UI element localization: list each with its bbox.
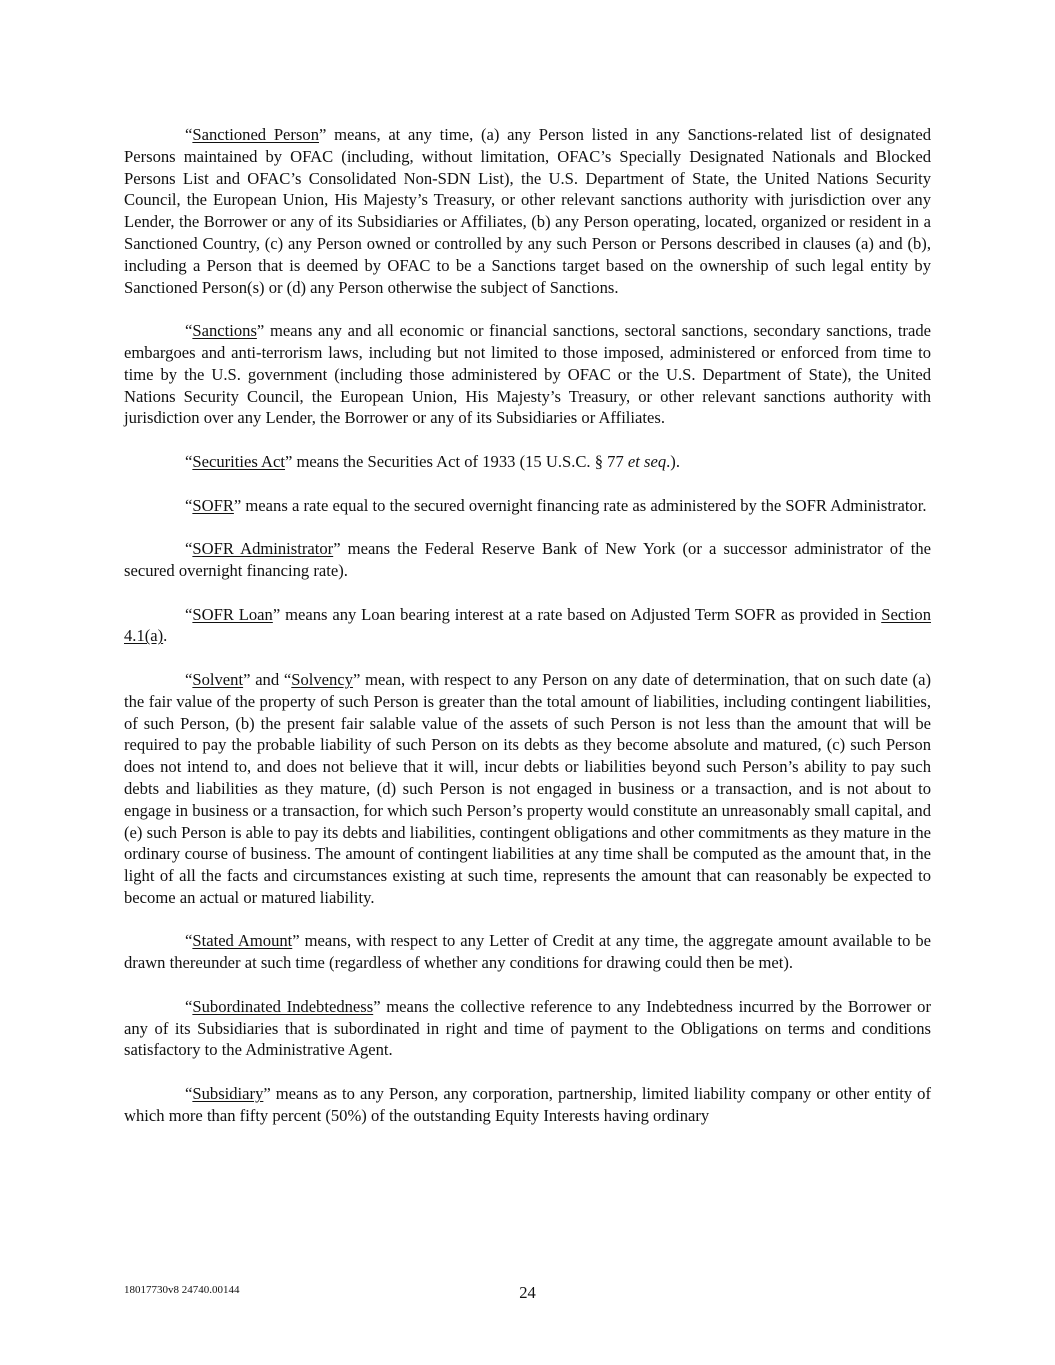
defined-term: SOFR Loan: [192, 604, 273, 624]
definition-sofr: [124, 495, 931, 517]
defined-term: SOFR: [192, 495, 234, 515]
definition-text: ” means, with respect to any Letter of Credit at any time, the aggregate amount available to be drawn thereunder at such time (regardless of whether any conditions for drawing could then be met).: [124, 931, 931, 973]
open-quote: “: [185, 604, 193, 624]
definition-securities-act: [124, 451, 931, 473]
defined-term: Sanctioned Person: [192, 125, 319, 144]
open-quote: “: [185, 495, 193, 515]
defined-term: Solvent: [192, 669, 244, 689]
open-quote: “: [185, 539, 193, 559]
defined-term: Stated Amount: [192, 931, 293, 951]
definition-sofr-loan: [124, 604, 931, 648]
defined-term: Subsidiary: [192, 1084, 264, 1104]
definition-text: ” means any and all economic or financial sanctions, sectoral sanctions, secondary sanctions, trade embargoes and anti-terrorism laws, including but not limited to those imposed, administered or enforced from time to time by the U.S. government (including those administered by OFAC or the U.S. Department of State), the United Nations Security Council, the European Union, His Majesty’s Treasury, or other relevant sanctions authority with jurisdiction over any Lender, the Borrower or any of its Subsidiaries or Affiliates.: [124, 321, 931, 428]
defined-term: Subordinated Indebtedness: [192, 996, 374, 1016]
definition-sofr-administrator: [124, 538, 931, 582]
definition-stated-amount: [124, 930, 931, 974]
definition-text: ” means a rate equal to the secured overnight financing rate as administered by the SOFR Administrator.: [233, 495, 927, 515]
defined-term: Sanctions: [192, 321, 257, 341]
open-quote: “: [185, 931, 193, 951]
open-quote: “: [185, 669, 193, 689]
definitions-section: [124, 124, 931, 1148]
open-quote: “: [185, 125, 193, 144]
open-quote: “: [185, 996, 193, 1016]
term-connector: ” and “: [243, 669, 292, 689]
definition-text: ” means the collective reference to any Indebtedness incurred by the Borrower or any of its Subsidiaries that is subordinated in right and time of payment to the Obligations on terms and conditions satisfactory to the Administrative Agent.: [124, 996, 931, 1060]
definition-text: ” means, at any time, (a) any Person listed in any Sanctions-related list of designated Persons maintained by OFAC (including, without limitation, OFAC’s Specially Designated Nationals and Blocked Persons List and OFAC’s Consolidated Non-SDN List), the U.S. Department of State, the United Nations Security Council, the European Union, His Majesty’s Treasury, or other relevant sanctions authority with jurisdiction over any Lender, the Borrower or any of its Subsidiaries or Affiliates, (b) any Person operating, located, organized or resident in a Sanctioned Country, (c) any Person owned or controlled by any such Person or Persons described in clauses (a) and (b), including a Person that is deemed by OFAC to be a Sanctions target based on the ownership of such legal entity by Sanctioned Person(s) or (d) any Person otherwise the subject of Sanctions.: [124, 125, 932, 297]
definition-sanctioned-person: [124, 124, 931, 298]
definition-solvent: [124, 669, 931, 909]
definition-subordinated-indebtedness: [124, 996, 931, 1061]
defined-term: SOFR Administrator: [192, 539, 334, 559]
definition-text: ” means any Loan bearing interest at a rate based on Adjusted Term SOFR as provided in: [272, 604, 882, 624]
definition-text: ” means the Securities Act of 1933 (15 U.S.C. § 77: [285, 451, 628, 471]
open-quote: “: [185, 1084, 193, 1104]
page-number: 24: [519, 1283, 536, 1302]
italic-text: et seq: [627, 451, 667, 471]
section-reference: Section 4.1(a): [124, 604, 931, 646]
open-quote: “: [185, 451, 193, 471]
open-quote: “: [185, 321, 193, 341]
definition-text: ” means as to any Person, any corporation, partnership, limited liability company or other entity of which more than fifty percent (50%) of the outstanding Equity Interests having ordinary: [124, 1084, 931, 1125]
definition-end: .).: [666, 451, 680, 471]
defined-term-secondary: Solvency: [291, 669, 354, 689]
definition-text: ” mean, with respect to any Person on any date of determination, that on such date (a) the fair value of the property of such Person is greater than the total amount of liabilities, including contingent liabilities, of such Person, (b) the present fair salable value of the assets of such Person is not less than the amount that will be required to pay the probable liability of such Person on its debts as they become absolute and matured, (c) such Person does not intend to, and does not believe that it will, incur debts or liabilities beyond such Person’s ability to pay such debts and liabilities as they mature, (d) such Person is not engaged in business or a transaction, and is not about to engage in business or a transaction, for which such Person’s property would constitute an unreasonably small capital, and (e) such Person is able to pay its debts and liabilities, contingent obligations and other commitments as they mature in the ordinary course of business. The amount of contingent liabilities at any time shall be computed as the amount that, in the light of all the facts and circumstances existing at such time, represents the amount that can reasonably be expected to become an actual or matured liability.: [124, 669, 931, 907]
defined-term: Securities Act: [192, 451, 286, 471]
definition-subsidiary: [124, 1083, 931, 1127]
definition-end: .: [163, 626, 168, 646]
definition-text: ” means the Federal Reserve Bank of New York (or a successor administrator of the secured overnight financing rate).: [124, 539, 931, 580]
definition-sanctions: [124, 320, 931, 429]
document-id-footer: 18017730v8 24740.00144: [124, 1284, 240, 1296]
